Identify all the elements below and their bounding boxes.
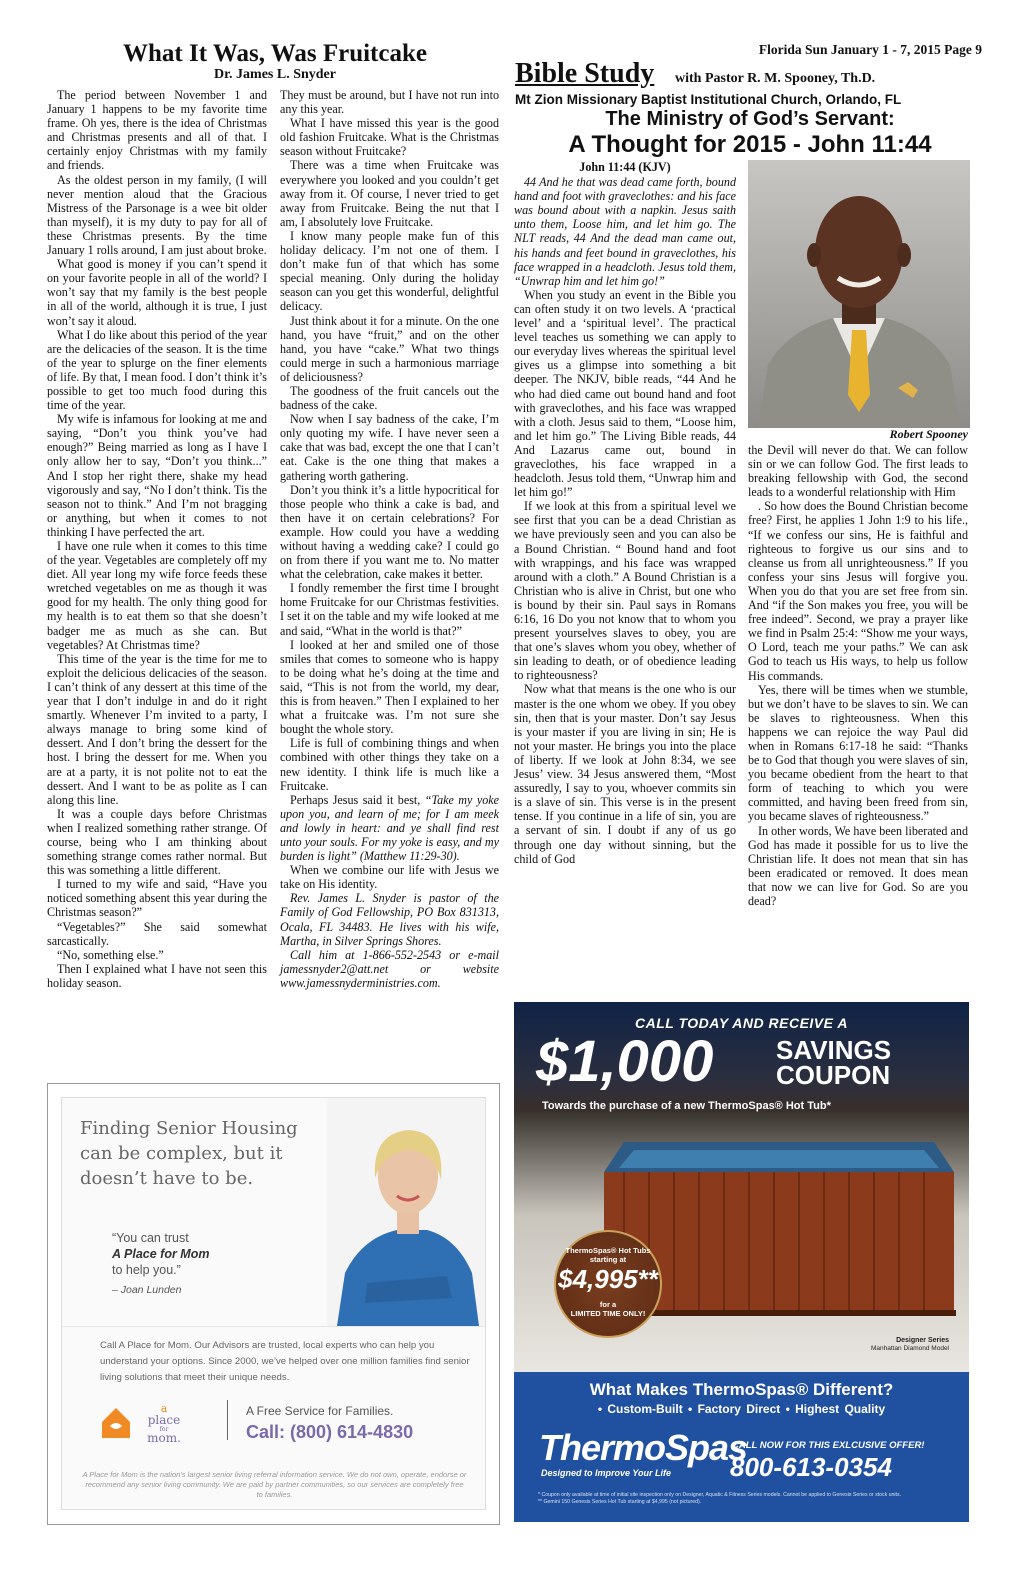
coupon-label: [776, 1035, 892, 1090]
fine-print-line: * Coupon only available at time of initial site inspection only on Designer, Aquatic & Fitness Series models. Cannot be applied to Genesis Series or stock units.: [538, 1492, 902, 1498]
masthead-line: Florida Sun January 1 - 7, 2015 Page 9: [758, 42, 982, 57]
paragraph: Yes, there will be times when we stumble, but we don’t have to be slaves to sin. We can be slaves to righteousness. When this happens we can rejoice the way Paul did when in Romans 6:17-18 he said: “Thanks be to God that though you were slaves of sin, you became obedient from the heart to that form of teaching to which you were committed, and having been freed from sin, you became slaves of righteousness.”: [748, 682, 968, 824]
paragraph: What good is money if you can’t spend it on your favorite people in all of the world? I won’t say that my family is the best people in all of the world, although it is true, I just won’t say it aloud.: [47, 257, 267, 328]
thermospas-phone-link[interactable]: 800-613-0354: [730, 1452, 892, 1482]
paragraph: I fondly remember the first time I brought home Fruitcake for our Christmas festivities. I set it on the table and my wife looked at me and said, “What in the world is that?”: [280, 581, 499, 638]
paragraph: In other words, We have been liberated and God has made it possible for us to live the Christian life. It does not mean that sin has been eradicated or removed. It does mean that now we can live for God. So are you dead?: [748, 823, 968, 908]
paragraph: They must be around, but I have not run into any this year.: [280, 88, 499, 117]
model-name: Manhattan Diamond Model: [870, 1345, 949, 1352]
spokesperson-photo: [327, 1098, 486, 1326]
divider: [62, 1326, 485, 1327]
author-bio: Rev. James L. Snyder is pastor of the Family of God Fellowship, PO Box 831313, Ocala, FL 34483. He lives with his wife, Martha, in Silver Springs Shores.: [280, 891, 499, 948]
paragraph: “Vegetables?” She said somewhat sarcastically.: [47, 919, 267, 948]
ad-tagline: Designed to Improve Your Life: [541, 1468, 672, 1478]
paragraph: I have one rule when it comes to this time of the year. Vegetables are completely off my diet. All year long my wife force feeds these wretched vegetables on me as though it was good for my health. The only thing good for my health is to eat them so that she doesn’t badger me as much as she can. But vegetables? At Christmas time?: [47, 539, 267, 652]
quote-line: to help you.”: [112, 1263, 181, 1277]
paragraph: This time of the year is the time for me to exploit the delicious delicacies of the season. I can’t think of any dessert at this time of the year that I don’t indulge in and do it right smartly. Whenever I’m invited to a party, I always manage to bring some kind of dessert. And I don’t bring the dessert for the host. I bring the dessert for me. When you are at a party, it is not polite not to eat the dessert. And I want to be as polite as I can along this line.: [47, 651, 267, 807]
paragraph: There was a time when Fruitcake was everywhere you looked and you couldn’t get away from it. Of course, I never tried to get away from Fruitcake. Being the nut that I am, I absolutely love Fruitcake.: [280, 158, 499, 229]
ad-subheadline: What Makes ThermoSpas® Different?: [589, 1380, 894, 1399]
paragraph: Now when I say badness of the cake, I’m only quoting my wife. I have never seen a cake that was bad, except the one that I can’t eat. Cake is the one thing that makes a gathering worth gathering.: [280, 412, 499, 483]
logo-word: a: [160, 1402, 168, 1415]
paragraph: It was a couple days before Christmas when I realized something rather strange. Of course, being who I am thinking about something strange comes rather normal. But this was something a little different.: [47, 806, 267, 878]
logo-word: place: [147, 1413, 181, 1427]
ad-free-service: A Free Service for Families.: [246, 1404, 394, 1418]
verse-reference: John 11:44 (KJV): [579, 160, 671, 174]
price-badge: [554, 1230, 662, 1338]
paragraph: The goodness of the fruit cancels out the badness of the cake.: [280, 383, 499, 413]
ad-kicker: CALL TODAY AND RECEIVE A: [635, 1015, 848, 1031]
bible-column-2: [748, 443, 968, 908]
badge-price: $4,995**: [558, 1264, 658, 1294]
paragraph: When we combine our life with Jesus we take on His identity.: [280, 863, 499, 892]
coupon-description: Towards the purchase of a new ThermoSpas® Hot Tub*: [542, 1100, 831, 1112]
bible-column-1: [514, 160, 736, 866]
apfm-logo: [98, 1400, 198, 1444]
article-column-1: [47, 88, 267, 990]
scripture-quote: “Take my yoke upon you, and learn of me; for I am meek and lowly in heart: and ye shall find rest unto your souls. For my yoke is easy, and my burden is light” (Matthew 11:29-30).: [280, 792, 499, 864]
paragraph: My wife is infamous for looking at me and saying, “Don’t you think you’ve had enough?” Being married as long as I have I only allow her to say, “Don’t you think...” And I stop her right there, shake my head vigorously and say, “No I don’t think. Tis the season not to think.” And I’m not bragging or anything, but when it comes to not thinking I have perfected the art.: [47, 412, 267, 539]
ad-call-to-action: CALL NOW FOR THIS EXLCUSIVE OFFER!: [732, 1440, 925, 1451]
fine-print-line: ** Gemini 150 Genesis Series Hot Tub starting at $4,995 (not pictured).: [538, 1499, 702, 1505]
quote-brand: A Place for Mom: [112, 1247, 210, 1261]
paragraph: What I have missed this year is the good old fashion Fruitcake. What is the Christmas season without Fruitcake?: [280, 116, 499, 159]
article-title: The Ministry of God’s Servant:: [605, 108, 895, 130]
badge-line: for a: [599, 1300, 617, 1309]
pastor-photo: [748, 160, 970, 428]
author-contact: Call him at 1-866-552-2543 or e-mail jamessnyder2@att.net or website www.jamessnyderministries.com.: [280, 947, 499, 990]
scripture-paragraph: [280, 793, 499, 863]
section-pastor: with Pastor R. M. Spooney, Th.D.: [675, 71, 876, 86]
thermospas-advertisement[interactable]: [514, 1002, 969, 1522]
ad-headline: Finding Senior Housing can be complex, but it doesn’t have to be.: [80, 1118, 298, 1189]
model-label: [871, 1337, 949, 1353]
apfm-phone-link[interactable]: Call: (800) 614-4830: [246, 1422, 414, 1442]
model-series: Designer Series: [896, 1337, 949, 1344]
paragraph: Now what that means is the one who is our master is the one whom we obey. If you obey sin, then that is your master. Don’t say Jesus is your master if you are living in sin; He is not your master. He brings you into the place of liberty. If we look at John 8:34, we see Jesus’ view. 34 Jesus answered them, “Most assuredly, I say to you, whoever commits sin is a slave of sin. This verse is in the present tense. If you continue in a life of sin, you are a servant of sin. I doubt if any of us go through one day without sinning, but the child of God: [514, 682, 736, 866]
article-title: What It Was, Was Fruitcake: [123, 40, 427, 67]
badge-text: [556, 1300, 660, 1318]
article-column-2: [280, 88, 499, 990]
ad-quote: [112, 1230, 312, 1298]
thermospas-logo: ThermoSpas: [539, 1427, 748, 1468]
paragraph: What I do like about this period of the year are the delicacies of the season. It is the time of the year to splurge on the finer elements of life. By that, I mean food. I don’t think it’s possible to get too much food during this time of the year.: [47, 327, 267, 413]
paragraph: If we look at this from a spiritual level we see first that you can be a dead Christian as we have previously seen and you can also be a Bound Christian. “ Bound hand and foot with wrappings, and his face was wrapped around with a cloth.” A Bound Christian is a Christian who is alive in Christ, but one who is bound by their sin. Paul says in Romans 6:16, 16 Do you not know that to whom you present yourselves slaves to obey, you are that one’s slaves whom you obey, whether of sin leading to death, or of obedience leading to righteousness?: [514, 499, 736, 683]
quote-attribution: – Joan Lunden: [112, 1284, 182, 1296]
section-title: Bible Study: [515, 58, 655, 89]
coupon-amount: $1,000: [536, 1029, 714, 1094]
paragraph: I turned to my wife and said, “Have you noticed something absent this year during the Christmas season?”: [47, 877, 267, 920]
paragraph: Life is full of combining things and when combined with other things they take on a new identity. I think life is much like a Fruitcake.: [280, 736, 499, 793]
paragraph: I looked at her and smiled one of those smiles that comes to someone who is happy to be doing what he’s doing at the time and said, “This is not from the world, my dear, this is from heaven.” Then I explained to her what a fruitcake was. I’m not sure she bought the whole story.: [280, 637, 499, 737]
paragraph: Just think about it for a minute. On the one hand, you have “fruit,” and on the other hand, you have “cake.” What two things could merge in such a harmonious marriage of deliciousness?: [280, 313, 499, 384]
paragraph: Don’t you think it’s a little hypocritical for those people who think a cake is bad, and then have it on certain celebrations? For example. How could you have a wedding without having a wedding cake? I could go on from there if you want me to. No matter what the celebration, cake makes it better.: [280, 482, 499, 582]
article-subtitle: A Thought for 2015 - John 11:44: [568, 131, 932, 158]
badge-line: LIMITED TIME ONLY!: [570, 1309, 646, 1318]
paragraph: I know many people make fun of this holiday delicacy. I’m not one of them. I don’t make fun of that which has some special meaning. Only during the holiday season can you get this wonderful, delightful delicacy.: [280, 228, 499, 314]
paragraph: . So how does the Bound Christian become free? First, he applies 1 John 1:9 to his life., “If we confess our sins, He is faithful and righteous to forgive us our sins and to cleanse us from all unrighteousness.” If you confess your sins Jesus will forgive you. When you do that you are set free from sin. And “if the Son makes you free, you will be free indeed”. Second, we pray a prayer like we find in Psalm 25:4: “Show me your ways, O Lord, teach me your paths.” We can ask God to teach us His ways, to help us follow His commands.: [748, 499, 968, 683]
savings-word: SAVINGS: [776, 1035, 892, 1065]
paragraph: The period between November 1 and January 1 happens to be my favorite time frame. Oh yes, there is the idea of Christmas and Christmas presents and all of that. I certainly enjoy Christmas with my family and friends.: [47, 88, 267, 173]
article-author: Dr. James L. Snyder: [214, 67, 336, 82]
ad-body: Call A Place for Mom. Our Advisors are trusted, local experts who can help you understand your options. Since 2000, we’ve helped over one million families find senior living solutions that meet their unique needs.: [100, 1340, 470, 1383]
church-name: Mt Zion Missionary Baptist Institutional Church, Orlando, FL: [515, 92, 902, 107]
paragraph: Then I explained what I have not seen this holiday season.: [47, 961, 267, 990]
photo-caption: Robert Spooney: [889, 427, 968, 441]
paragraph: “No, something else.”: [57, 947, 164, 962]
apfm-ad-panel: [61, 1097, 486, 1510]
badge-text: ThermoSpas® Hot Tubs starting at: [565, 1246, 651, 1264]
quote-lead: Perhaps Jesus said it best,: [290, 792, 425, 807]
ad-fine-print: [538, 1492, 958, 1506]
verse-text: 44 And he that was dead came forth, bound hand and foot with graveclothes: and his face was bound about with a napkin. Jesus saith unto them, Loose him, and let him go. The NLT reads, 44 And the dead man came out, his hands and feet bound in graveclothes, his face wrapped in a headcloth. Jesus told them, “Unwrap him and let him go!”: [514, 175, 736, 288]
logo-word: for: [159, 1426, 169, 1433]
paragraph: As the oldest person in my family, (I will never mention aloud that the Gracious Mistress of the Parsonage is a wee bit older than myself), it is my duty to pay for all of these Christmas presents. By the time January 1 rolls around, I am just about broke.: [47, 172, 267, 258]
paragraph: the Devil will never do that. We can follow sin or we can follow God. The first leads to breaking fellowship with God, the second leads to a wonderful relationship with Him: [748, 443, 968, 500]
apfm-advertisement[interactable]: [47, 1083, 500, 1525]
ad-disclaimer: A Place for Mom is the nation’s largest senior living referral information service. We do not own, operate, endorse or recommend any senior living community. We are paid by partner communities, so our services are completely free to families.: [82, 1470, 467, 1499]
quote-line: “You can trust: [112, 1231, 189, 1245]
paragraph: When you study an event in the Bible you can often study it on two levels. A ‘practical level’ and a ‘spiritual level’. The practical level teaches us something we can apply to our everyday lives whereas the spiritual level gives us a glimpse into something a bit deeper. The NKJV, bible reads, “44 And he who had died came out bound hand and foot with graveclothes, and his face was wrapped with a cloth. Jesus said to them, “Loose him, and let him go.” The Living Bible reads, 44 And Lazarus came out, bound in graveclothes, his face wrapped in a headcloth. Jesus told them, “Unwrap him and let him go!”: [514, 287, 736, 500]
divider: [227, 1400, 228, 1440]
logo-word: mom.: [147, 1431, 181, 1444]
ad-features: • Custom-Built • Factory Direct • Highest Quality: [597, 1402, 886, 1416]
coupon-word: COUPON: [776, 1060, 891, 1090]
